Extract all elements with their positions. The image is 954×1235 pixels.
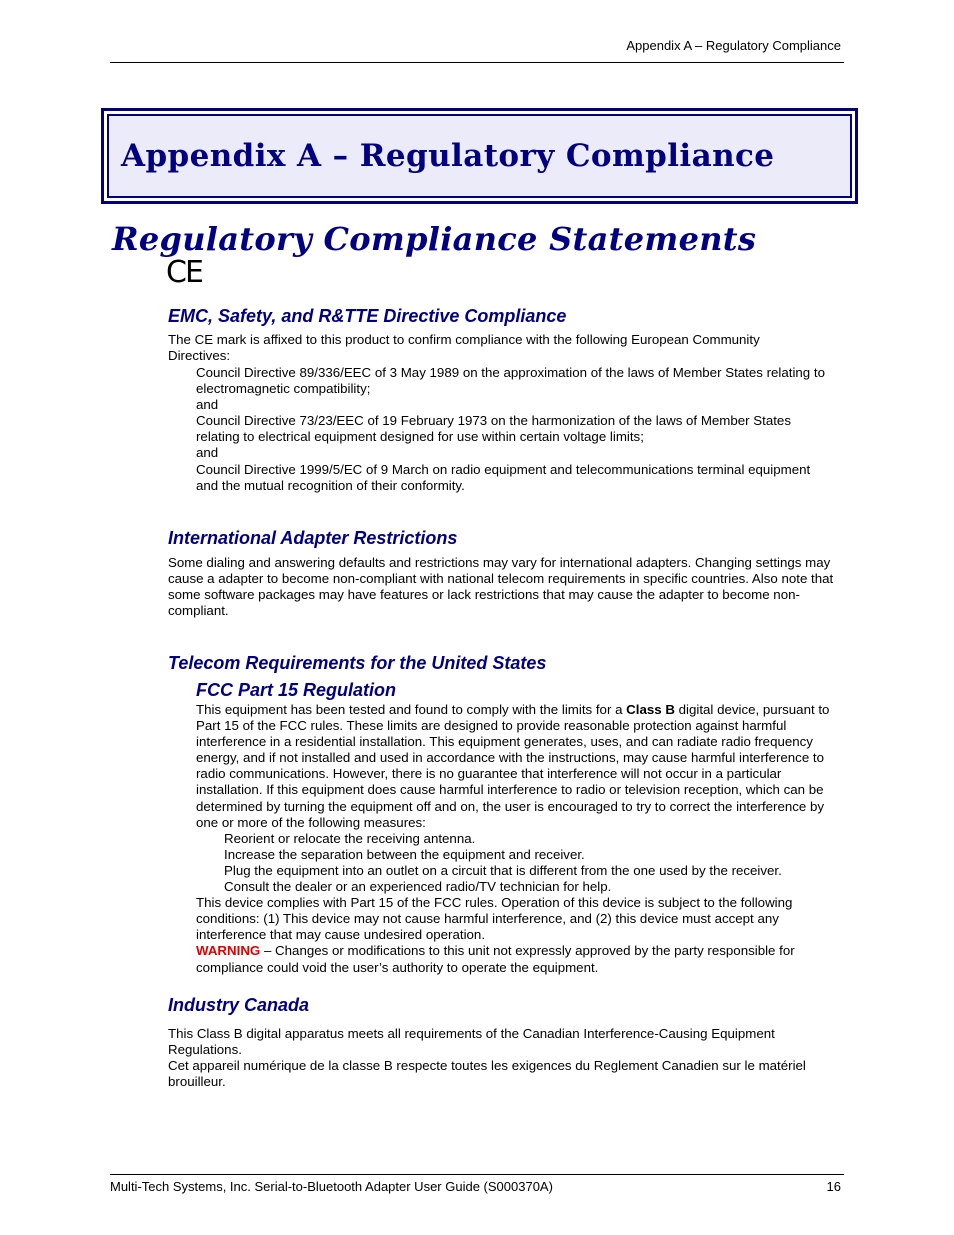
canada-french: Cet appareil numérique de la classe B respecte toutes les exigences du Reglement Canadien sur le matériel brouilleur. [168,1058,806,1090]
fcc-conditions: This device complies with Part 15 of the FCC rules. Operation of this device is subject to the following conditions: (1) This device may not cause harmful interference, and (2) this device must accept any interference that may cause undesired operation. [196,895,793,943]
section-title: Regulatory Compliance Statements [112,220,757,258]
telecom-heading: Telecom Requirements for the United States [168,653,547,673]
intl-heading: International Adapter Restrictions [168,528,458,548]
directive-2: Council Directive 73/23/EEC of 19 February 1973 on the harmonization of the laws of Member States relating to electrical equipment designed for use within certain voltage limits; [196,413,791,445]
page-number: 16 [826,1179,841,1194]
measure-item: Reorient or relocate the receiving antenna. [224,830,476,846]
directive-3: Council Directive 1999/5/EC of 9 March on radio equipment and telecommunications terminal equipment and the mutual recognition of their conformity. [196,461,811,493]
fcc-measures-list [196,831,836,895]
directive-and-1: and [196,397,219,413]
fcc-class-b: Class B [626,702,675,717]
appendix-title-inner [107,114,852,198]
appendix-title-box [101,108,858,204]
emc-intro [168,332,808,364]
ce-mark-icon: CE [166,255,202,290]
measure-item: Plug the equipment into an outlet on a circuit that is different from the one used by the receiver. [224,862,782,878]
fcc-body-post: digital device, pursuant to Part 15 of the FCC rules. These limits are designed to provide reasonable protection against harmful interference in a residential installation. This equipment generates, uses, and can radiate radio frequency energy, and if not installed and used in accordance with the instructions, may cause harmful interference to radio communications. However, there is no guarantee that interference will not occur in a particular installation. If this equipment does cause harmful interference to radio or television reception, which can be determined by turning the equipment off and on, the user is encouraged to try to correct the interference by one or more of the following measures: [196,702,830,830]
canada-english: This Class B digital apparatus meets all requirements of the Canadian Interference-Causing Equipment Regulations. [168,1026,775,1058]
intl-body-text: Some dialing and answering defaults and restrictions may vary for international adapters. Changing settings may cause a adapter to become non-compliant with national telecom requirements in specific countries. Also note that some software packages may have features or lack restrictions that may cause the adapter to become non-compliant. [168,555,834,619]
emc-intro-text: The CE mark is affixed to this product to confirm compliance with the following European Community Directives: [168,332,760,364]
header-rule [110,62,844,63]
measure-item: Increase the separation between the equipment and receiver. [224,846,585,862]
emc-directives [196,365,836,494]
fcc-heading: FCC Part 15 Regulation [196,680,397,700]
fcc-body-pre: This equipment has been tested and found to comply with the limits for a [196,702,627,717]
fcc-body [196,702,836,976]
measure-item: Consult the dealer or an experienced radio/TV technician for help. [224,879,612,895]
intl-body [168,555,844,619]
fcc-warning [196,943,836,975]
warning-text: – Changes or modifications to this unit not expressly approved by the party responsible for compliance could void the user’s authority to operate the equipment. [196,943,795,975]
footer-rule [110,1174,844,1175]
canada-body [168,1026,844,1090]
running-header: Appendix A – Regulatory Compliance [626,38,841,53]
fcc-body-text [196,702,836,831]
warning-label: WARNING [196,943,261,959]
emc-heading: EMC, Safety, and R&TTE Directive Compliance [168,306,567,326]
appendix-title: Appendix A – Regulatory Compliance [121,138,775,174]
canada-heading: Industry Canada [168,995,310,1015]
directive-1: Council Directive 89/336/EEC of 3 May 1989 on the approximation of the laws of Member States relating to electromagnetic compatibility; [196,365,825,397]
footer-text: Multi-Tech Systems, Inc. Serial-to-Bluetooth Adapter User Guide (S000370A) [110,1179,553,1194]
directive-and-2: and [196,445,219,461]
